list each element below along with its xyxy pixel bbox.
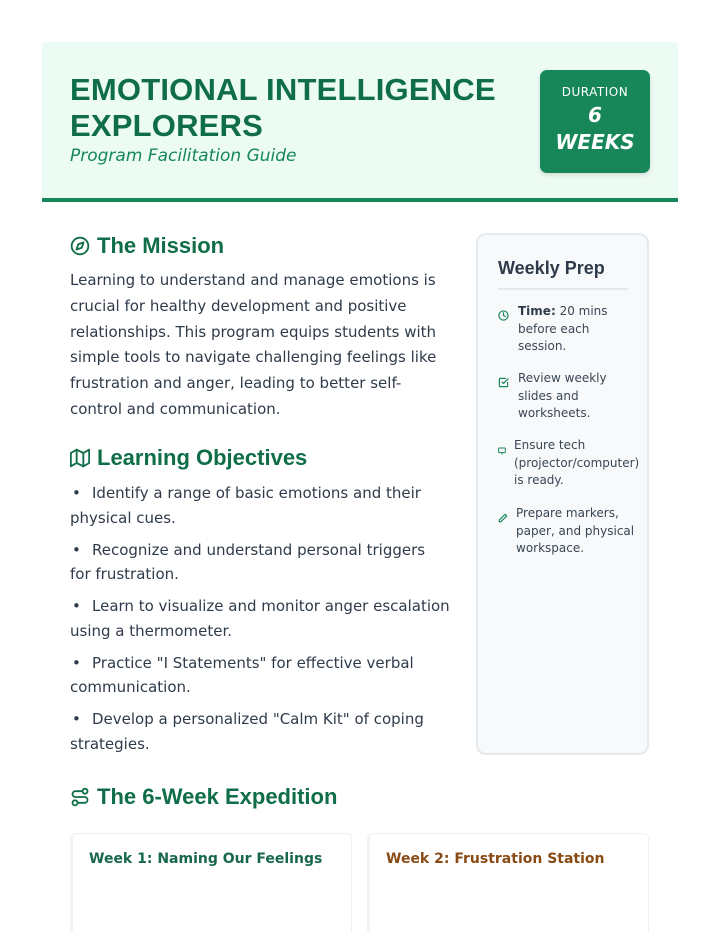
page-subtitle: Program Facilitation Guide <box>70 146 297 166</box>
week-card-2 <box>367 833 649 932</box>
prep-time-text: 20 mins before each session. <box>518 304 608 353</box>
week-card-1 <box>70 833 352 932</box>
objectives-title: Learning Objectives <box>97 445 308 470</box>
duration-value: 6 WEEKS <box>555 103 635 154</box>
expedition-title: The 6-Week Expedition <box>97 784 338 809</box>
list-item: • Identify a range of basic emotions and their physical cues. <box>70 484 421 527</box>
objectives-heading <box>70 445 307 471</box>
weekly-prep-panel <box>476 233 649 755</box>
map-icon <box>70 448 90 468</box>
prep-item-tech <box>498 437 638 490</box>
list-item: • Practice "I Statements" for effective verbal communication. <box>70 653 414 696</box>
compass-icon <box>70 236 90 256</box>
pencil-icon <box>498 505 516 558</box>
monitor-icon <box>498 437 514 490</box>
objectives-list <box>70 481 450 764</box>
list-item: • Learn to visualize and monitor anger escalation using a thermometer. <box>70 597 450 640</box>
duration-label: DURATION <box>561 85 629 99</box>
route-icon <box>70 787 90 807</box>
list-item: • Develop a personalized "Calm Kit" of coping strategies. <box>70 710 424 753</box>
prep-item-time <box>498 303 638 356</box>
mission-paragraph: Learning to understand and manage emotions is crucial for healthy development and positive relationships. This program equips students with simple tools to navigate challenging feelings like frustration and anger, leading to better self-control and communication. <box>70 271 437 418</box>
prep-materials-text: Prepare markers, paper, and physical workspace. <box>516 506 635 555</box>
prep-tech-text: Ensure tech (projector/computer) is ready. <box>514 438 640 487</box>
page-title: EMOTIONAL INTELLIGENCE EXPLORERS <box>70 72 496 143</box>
checkbox-icon <box>498 370 518 423</box>
prep-item-materials <box>498 505 638 558</box>
week-2-title: Week 2: Frustration Station <box>386 851 605 867</box>
duration-badge <box>540 70 650 173</box>
expedition-heading <box>70 784 337 810</box>
prep-item-review <box>498 370 638 423</box>
week-1-title: Week 1: Naming Our Feelings <box>89 851 323 867</box>
mission-heading <box>70 233 224 259</box>
header-banner <box>42 42 678 202</box>
prep-time-label: Time: <box>518 304 556 318</box>
mission-title: The Mission <box>97 233 225 258</box>
list-item: • Recognize and understand personal triggers for frustration. <box>70 540 426 583</box>
prep-review-text: Review weekly slides and worksheets. <box>518 371 607 420</box>
weekly-prep-title: Weekly Prep <box>498 258 628 290</box>
clock-icon <box>498 303 518 356</box>
